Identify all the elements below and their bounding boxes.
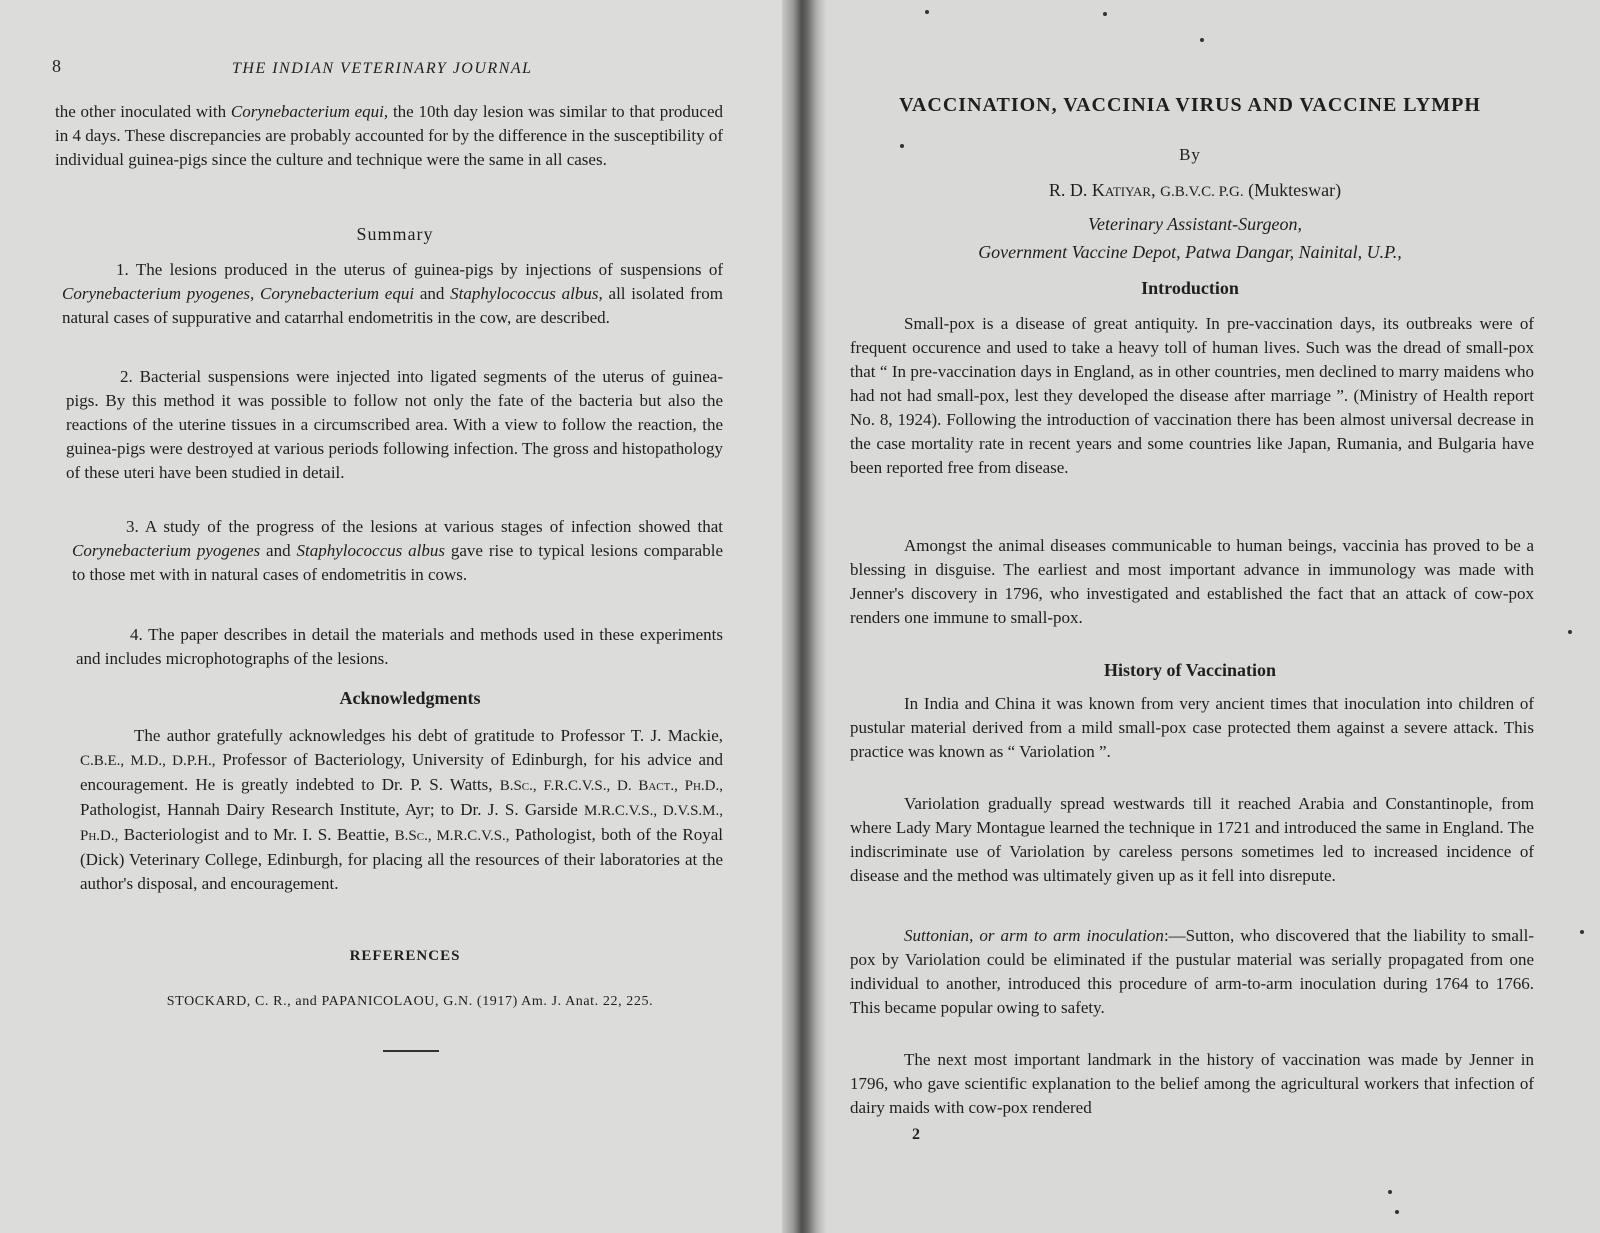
author-place: (Mukteswar) — [1248, 180, 1342, 200]
author-qualifications: G.B.V.C. P.G. — [1160, 184, 1244, 200]
summary-item-2: 2. Bacterial suspensions were injected into ligated segments of the uterus of guinea-pigs. By this method it was possible to follow not only the fate of the bacteria but also the reactions of the uterine tissues in a circumscribed area. With a view to follow the reaction, the guinea-pigs were destroyed at various periods following infection. The gross and histopathology of these uteri have been studied in detail. — [66, 367, 723, 482]
summary-item-4: 4. The paper describes in detail the materials and methods used in these experiments and includes microphotographs of the lesions. — [76, 625, 723, 668]
author-role: Veterinary Assistant-Surgeon, — [1088, 214, 1302, 234]
left-page — [0, 0, 790, 1233]
introduction-paragraph-2: Amongst the animal diseases communicable to human beings, vaccinia has proved to be a blessing in disguise. The earliest and most important advance in immunology was made with Jenner's discovery in 1796, who investigated and established the fact that an attack of cow-pox renders one immune to small-pox. — [850, 536, 1534, 627]
author-line — [900, 180, 1490, 201]
book-gutter — [782, 0, 826, 1233]
byline-by: By — [1179, 145, 1201, 164]
scan-speck — [1103, 12, 1107, 16]
summary-item-3: 3. A study of the progress of the lesions at various stages of infection showed that Corynebacterium pyogenes and Staphylococcus albus gave rise to typical lesions comparable to those met with in natural cases of endometritis in cows. — [72, 517, 723, 584]
introduction-heading: Introduction — [1141, 278, 1239, 298]
intro-paragraph: the other inoculated with Corynebacterium equi, the 10th day lesion was similar to that produced in 4 days. These discrepancies are probably accounted for by the difference in the susceptibility of individual guinea-pigs since the culture and technique were the same in all cases. — [55, 102, 723, 169]
scan-speck — [1200, 38, 1204, 42]
end-rule — [383, 1050, 439, 1052]
summary-item-1: 1. The lesions produced in the uterus of guinea-pigs by injections of suspensions of Corynebacterium pyogenes, Corynebacterium equi and Staphylococcus albus, all isolated from natural cases of suppurative and catarrhal endometritis in the cow, are described. — [62, 260, 723, 327]
scan-speck — [1580, 930, 1584, 934]
running-head: THE INDIAN VETERINARY JOURNAL — [232, 60, 533, 77]
scan-speck — [900, 144, 904, 148]
landmark-paragraph: The next most important landmark in the history of vaccination was made by Jenner in 1796, who gave scientific explanation to the belief among the agricultural workers that infection of dairy maids with cow-pox rendered — [850, 1050, 1534, 1117]
acknowledgments-heading: Acknowledgments — [339, 688, 481, 708]
article-title: VACCINATION, VACCINIA VIRUS AND VACCINE LYMPH — [899, 94, 1481, 116]
introduction-paragraph-1: Small-pox is a disease of great antiquity. In pre-vaccination days, its outbreaks were of frequent occurence and used to take a heavy toll of human lives. Such was the dread of small-pox that “ In pre-vaccination days in England, as in other countries, men declined to marry maidens who had not had small-pox, lest they developed the disease after marriage ”. (Ministry of Health report No. 8, 1924). Following the introduction of vaccination there has been almost universal decrease in the case mortality rate in recent years and some countries like Japan, Rumania, and Bulgaria have been reported free from disease. — [850, 314, 1534, 477]
scan-speck — [925, 10, 929, 14]
page-number: 8 — [52, 56, 61, 76]
summary-heading: Summary — [356, 224, 434, 244]
author-name: R. D. Katiyar, — [1048, 180, 1156, 200]
footer-mark: 2 — [912, 1126, 920, 1143]
scan-speck — [1568, 630, 1572, 634]
history-heading: History of Vaccination — [1103, 660, 1276, 680]
reference-item: STOCKARD, C. R., and PAPANICOLAOU, G.N. (1917) Am. J. Anat. 22, 225. — [166, 994, 654, 1009]
history-paragraph-2: Variolation gradually spread westwards till it reached Arabia and Constantinople, from where Lady Mary Montague learned the technique in 1721 and introduced the same in England. The indiscriminate use of Variolation by careless persons sometimes led to increased incidence of disease and the method was ultimately given up as it fell into disrepute. — [850, 794, 1534, 885]
suttonian-paragraph: Suttonian, or arm to arm inoculation:—Sutton, who discovered that the liability to small-pox by Variolation could be eliminated if the pustular material was serially propagated from one individual to another, introduced this procedure of arm-to-arm inoculation during 1764 to 1766. This became popular owing to safety. — [850, 926, 1535, 1017]
scan-speck — [1388, 1190, 1392, 1194]
references-heading: REFERENCES — [349, 948, 461, 964]
scan-speck — [1395, 1210, 1399, 1214]
history-paragraph-1: In India and China it was known from very ancient times that inoculation into children of pustular material derived from a mild small-pox case protected them against a severe attack. This practice was known as “ Variolation ”. — [850, 694, 1534, 761]
acknowledgments-text: The author gratefully acknowledges his debt of gratitude to Professor T. J. Mackie, C.B.E., M.D., D.P.H., Professor of Bacteriology, University of Edinburgh, for his advice and encouragement. He is greatly indebted to Dr. P. S. Watts, B.Sc., F.R.C.V.S., D. Bact., Ph.D., Pathologist, Hannah Dairy Research Institute, Ayr; to Dr. J. S. Garside M.R.C.V.S., D.V.S.M., Ph.D., Bacteriologist and to Mr. I. S. Beattie, B.Sc., M.R.C.V.S., Pathologist, both of the Royal (Dick) Veterinary College, Edinburgh, for placing all the resources of their laboratories at the author's disposal, and encouragement. — [80, 726, 724, 893]
author-affiliation: Government Vaccine Depot, Patwa Dangar, Nainital, U.P., — [978, 242, 1402, 262]
